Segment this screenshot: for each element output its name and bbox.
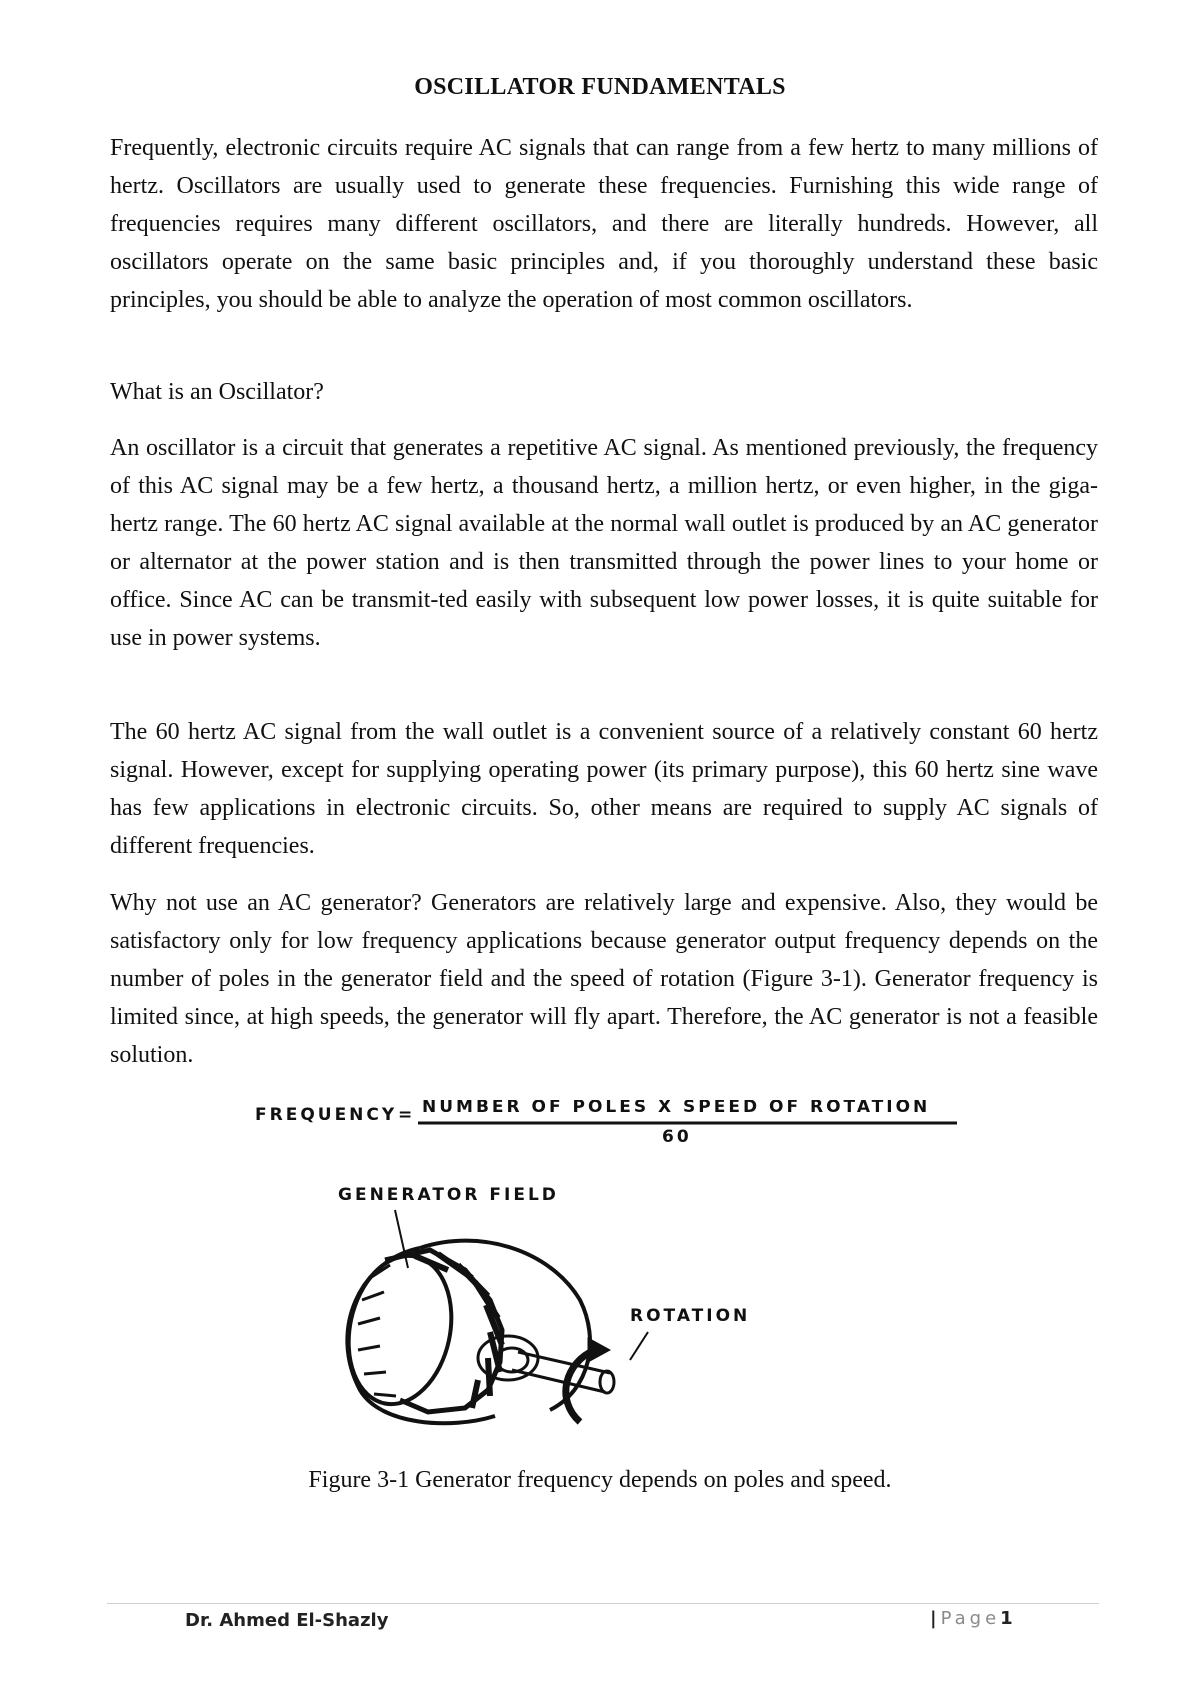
formula-numerator: NUMBER OF POLES X SPEED OF ROTATION [422,1100,931,1117]
paragraph-oscillator-definition: An oscillator is a circuit that generates a repetitive AC signal. As mentioned previously, the frequency of this AC signal may be a few hertz, a thousand hertz, a million hertz, or even higher, in the giga-hertz range. The 60 hertz AC signal available at the normal wall outlet is produced by an AC generator or alternator at the power station and is then transmitted through the power lines to your home or office. Since AC can be transmit-ted easily with subsequent low power losses, it is quite suitable for use in power systems. [110,435,1098,651]
footer-page-number: 1 [1000,1608,1013,1629]
footer-divider [107,1603,1099,1604]
generator-illustration [250,1100,970,1430]
formula-denominator: 60 [662,1127,692,1147]
generator-figure [250,1100,970,1430]
footer-author: Dr. Ahmed El-Shazly [185,1610,389,1631]
section-question: What is an Oscillator? [110,379,324,405]
generator-drawing [335,1210,648,1423]
footer-separator: | [930,1608,937,1629]
page-title: OSCILLATOR FUNDAMENTALS [414,74,786,100]
figure-caption: Figure 3-1 Generator frequency depends on poles and speed. [308,1467,892,1493]
generator-field-label: GENERATOR FIELD [338,1185,559,1205]
paragraph-ac-generator: Why not use an AC generator? Generators are relatively large and expensive. Also, they would be satisfactory only for low frequency applications because generator output frequency depends on the number of poles in the generator field and the speed of rotation (Figure 3-1). Generator frequency is limited since, at high speeds, the generator will fly apart. Therefore, the AC generator is not a feasible solution. [110,890,1098,1068]
footer-page-indicator [930,1608,1013,1629]
formula-left: FREQUENCY [255,1105,398,1125]
paragraph-intro: Frequently, electronic circuits require AC signals that can range from a few hertz to many millions of hertz. Oscillators are usually used to generate these frequencies. Furnishing this wide range of frequencies requires many different oscillators, and there are literally hundreds. However, all oscillators operate on the same basic principles and, if you thoroughly understand these basic principles, you should be able to analyze the operation of most common oscillators. [110,135,1098,313]
footer-page-word: Page [940,1608,1001,1629]
paragraph-wall-outlet: The 60 hertz AC signal from the wall outlet is a convenient source of a relatively constant 60 hertz signal. However, except for supplying operating power (its primary purpose), this 60 hertz sine wave has few applications in electronic circuits. So, other means are required to supply AC signals of different frequencies. [110,719,1098,859]
rotation-label: ROTATION [630,1306,751,1326]
formula-equals: = [398,1105,416,1125]
